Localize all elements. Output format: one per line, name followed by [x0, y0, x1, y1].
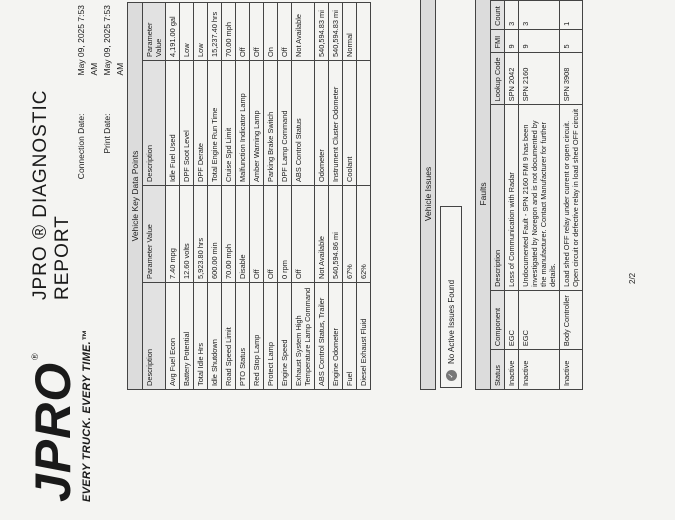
table-cell: Total Engine Run Time — [208, 61, 222, 186]
table-cell: On — [264, 3, 278, 61]
table-cell: Inactive — [560, 350, 583, 390]
table-cell: Protect Lamp — [264, 283, 278, 390]
table-cell: Low — [194, 3, 208, 61]
table-cell: Red Stop Lamp — [250, 283, 264, 390]
table-cell: Off — [250, 3, 264, 61]
table-cell: Load shed OFF relay under current or open circuit. Open circuit or defective relay in load shed OFF circuit — [560, 105, 583, 290]
column-header: Lookup Code — [491, 52, 505, 105]
table-cell: DPF Lamp Command — [278, 61, 292, 186]
column-header: Parameter Value — [143, 186, 166, 283]
table-cell: Loss of Communication with Radar — [505, 105, 519, 290]
key-data-row — [180, 3, 194, 390]
key-data-row — [264, 3, 278, 390]
key-data-row — [343, 3, 357, 390]
table-cell: Inactive — [519, 350, 560, 390]
page-number: 2/2 — [628, 272, 637, 284]
key-data-row — [357, 3, 371, 390]
key-data-row — [236, 3, 250, 390]
table-cell: Parking Brake Switch — [264, 61, 278, 186]
connection-date-label: Connection Date: — [76, 113, 86, 180]
table-cell: Off — [250, 186, 264, 283]
table-cell: 5 — [560, 29, 583, 52]
table-cell: 5,923.80 hrs — [194, 186, 208, 283]
column-header: Component — [491, 290, 505, 349]
faults-section-title: Faults — [475, 0, 491, 390]
table-cell: 15,237.40 hrs — [208, 3, 222, 61]
table-cell: 1 — [560, 1, 583, 30]
table-cell: Idle Fuel Used — [166, 61, 180, 186]
table-cell: Off — [236, 3, 250, 61]
table-cell: SPN 3908 — [560, 52, 583, 105]
table-cell: 3 — [505, 1, 519, 30]
print-date-value: May 09, 2025 7:53 AM — [102, 5, 125, 76]
table-cell: 67% — [343, 186, 357, 283]
table-cell: 9 — [519, 29, 560, 52]
table-cell — [357, 61, 371, 186]
table-cell: Not Available — [315, 186, 329, 283]
table-cell: Road Speed Limit — [222, 283, 236, 390]
table-cell: Exhaust System High Temperature Lamp Command — [292, 283, 315, 390]
table-cell: 70.00 mph — [222, 186, 236, 283]
vehicle-issues-box — [440, 206, 462, 388]
table-cell: EGC — [519, 290, 560, 349]
table-cell: Total Idle Hrs — [194, 283, 208, 390]
table-cell: 4,191.00 gal — [166, 3, 180, 61]
connection-date-value: May 09, 2025 7:53 AM — [76, 5, 99, 76]
key-data-row — [250, 3, 264, 390]
table-cell: 600.00 min — [208, 186, 222, 283]
column-header: Parameter Value — [143, 3, 166, 61]
key-data-row — [208, 3, 222, 390]
fault-row — [560, 1, 583, 390]
jpro-logo — [25, 329, 93, 502]
no-issues-message: No Active Issues Found — [446, 279, 456, 364]
table-cell: ABS Control Status, Trailer — [315, 283, 329, 390]
key-data-row — [222, 3, 236, 390]
table-cell: Amber Warning Lamp — [250, 61, 264, 186]
table-cell: 3 — [519, 1, 560, 30]
table-cell: Normal — [343, 3, 357, 61]
key-data-row — [315, 3, 329, 390]
key-data-table — [142, 2, 371, 390]
table-cell: 62% — [357, 186, 371, 283]
fault-row — [505, 1, 519, 390]
table-cell: 9 — [505, 29, 519, 52]
table-cell: Engine Odometer — [329, 283, 343, 390]
table-cell: DPF Soot Level — [180, 61, 194, 186]
table-cell: Low — [180, 3, 194, 61]
table-cell: Inactive — [505, 350, 519, 390]
column-header: Description — [143, 283, 166, 390]
column-header: FMI — [491, 29, 505, 52]
report-title: JPRO ® DIAGNOSTIC REPORT — [30, 89, 73, 300]
table-cell: Off — [264, 186, 278, 283]
table-cell: Body Controller — [560, 290, 583, 349]
key-data-row — [278, 3, 292, 390]
faults-table — [490, 0, 583, 390]
table-cell: 70.00 mph — [222, 3, 236, 61]
table-cell: Malfunction Indicator Lamp — [236, 61, 250, 186]
column-header: Status — [491, 350, 505, 390]
table-cell — [357, 3, 371, 61]
column-header: Count — [491, 1, 505, 30]
table-cell: PTO Status — [236, 283, 250, 390]
check-circle-icon: ✓ — [446, 370, 457, 381]
table-cell: Battery Potential — [180, 283, 194, 390]
table-cell: 540,594.83 mi — [315, 3, 329, 61]
table-cell: 540,594.86 mi — [329, 186, 343, 283]
column-header: Description — [143, 61, 166, 186]
report-dates — [75, 0, 127, 220]
table-cell: Undocumented Fault - SPN 2160 FMI 9 has been investigated by Noregon and is not documented by the manufacturer. Contact Manufacturer for further details. — [519, 105, 560, 290]
key-data-row — [166, 3, 180, 390]
key-data-section-title: Vehicle Key Data Points — [127, 2, 143, 390]
fault-row — [519, 1, 560, 390]
table-cell: Off — [278, 3, 292, 61]
table-cell: Idle Shutdown — [208, 283, 222, 390]
vehicle-issues-section-title: Vehicle Issues — [420, 0, 436, 390]
table-cell: Coolant — [343, 61, 357, 186]
table-cell: SPN 2160 — [519, 52, 560, 105]
column-header: Description — [491, 105, 505, 290]
table-cell: Odometer — [315, 61, 329, 186]
table-cell: Fuel — [343, 283, 357, 390]
table-cell: Engine Speed — [278, 283, 292, 390]
table-cell: 7.40 mpg — [166, 186, 180, 283]
table-cell: Disable — [236, 186, 250, 283]
faults-header-row — [491, 1, 505, 390]
key-data-row — [292, 3, 315, 390]
table-cell: Diesel Exhaust Fluid — [357, 283, 371, 390]
logo-word: JPRO — [25, 361, 81, 502]
key-data-header-row — [143, 3, 166, 390]
table-cell: Avg Fuel Econ — [166, 283, 180, 390]
table-cell: 540,594.83 mi — [329, 3, 343, 61]
key-data-row — [194, 3, 208, 390]
table-cell: Instrument Cluster Odometer — [329, 61, 343, 186]
table-cell: EGC — [505, 290, 519, 349]
table-cell: Not Available — [292, 3, 315, 61]
table-cell: DPF Derate — [194, 61, 208, 186]
key-data-row — [329, 3, 343, 390]
table-cell: 12.60 volts — [180, 186, 194, 283]
table-cell: ABS Control Status — [292, 61, 315, 186]
table-cell: SPN 2042 — [505, 52, 519, 105]
logo-tagline: EVERY TRUCK. EVERY TIME.™ — [81, 329, 93, 502]
logo-registered-mark: ® — [30, 353, 40, 360]
table-cell: 0 rpm — [278, 186, 292, 283]
table-cell: Cruise Spd Limit — [222, 61, 236, 186]
table-cell: Off — [292, 186, 315, 283]
print-date-label: Print Date: — [102, 113, 112, 154]
